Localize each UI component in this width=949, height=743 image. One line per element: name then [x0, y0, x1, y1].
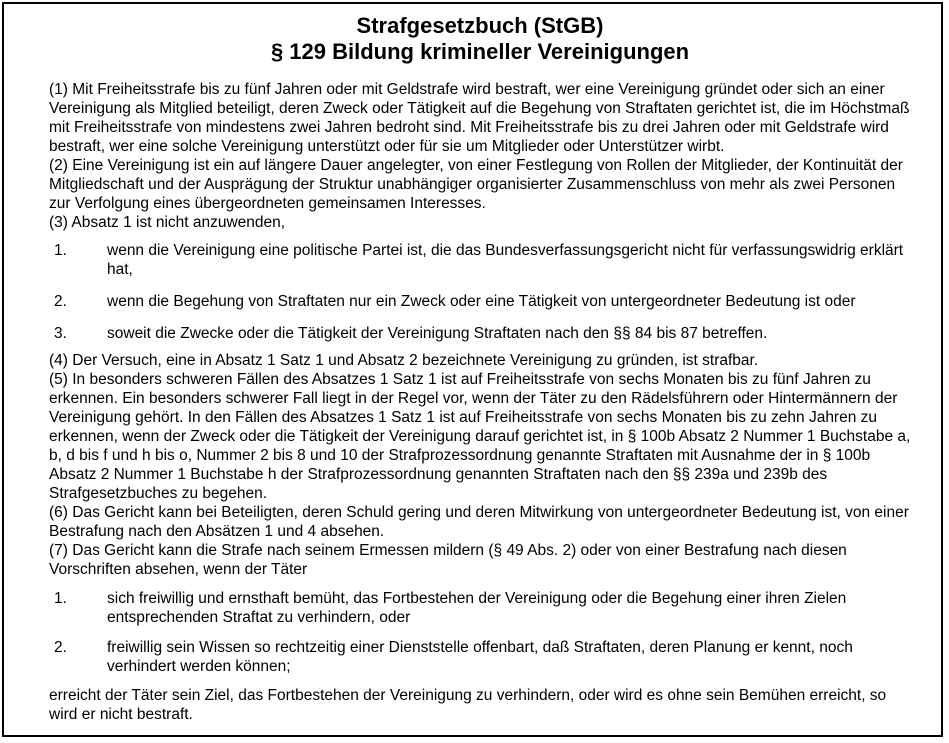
list-item [49, 589, 915, 627]
paragraph-3: (3) Absatz 1 ist nicht anzuwenden, [49, 214, 286, 231]
list-item-number: 2. [54, 639, 67, 656]
list-item-number: 1. [54, 590, 67, 607]
law-document [2, 2, 943, 737]
list-item-text: soweit die Zwecke oder die Tätigkeit der Vereinigung Straftaten nach den §§ 84 bis 87 betreffen. [107, 325, 768, 342]
list-item [49, 324, 915, 343]
list-item-text: freiwillig sein Wissen so rechtzeitig einer Dienststelle offenbart, daß Straftaten, deren Planung er kennt, noch verhindert werden können; [107, 639, 853, 675]
list-item-number: 1. [54, 242, 67, 259]
list-item-text: wenn die Vereinigung eine politische Partei ist, die das Bundesverfassungsgericht nicht für verfassungswidrig erklärt hat, [107, 242, 904, 278]
paragraph-7: (7) Das Gericht kann die Strafe nach seinem Ermessen mildern (§ 49 Abs. 2) oder von einer Bestrafung nach diesen Vorschriften absehen, wenn der Täter [49, 542, 847, 578]
section-title: § 129 Bildung krimineller Vereinigungen [270, 39, 690, 64]
list-item-text: wenn die Begehung von Straftaten nur ein Zweck oder eine Tätigkeit von untergeordneter Bedeutung ist oder [107, 293, 856, 310]
document-heading [49, 13, 915, 65]
paragraph-6: (6) Das Gericht kann bei Beteiligten, deren Schuld gering und deren Mitwirkung von untergeordneter Bedeutung ist, von einer Bestrafung nach den Absätzen 1 und 4 absehen. [49, 504, 909, 540]
list-item-number: 2. [54, 293, 67, 310]
paragraph-5: (5) In besonders schweren Fällen des Absatzes 1 Satz 1 ist auf Freiheitsstrafe von sechs Monaten bis zu fünf Jahren zu erkennen. Ein besonders schwerer Fall liegt in der Regel vor, wenn der Täter zu den Rädelsführern oder Hintermännern der Vereinigung gehört. In den Fällen des Absatzes 1 Satz 1 ist auf Freiheitsstrafe von sechs Monaten bis zu zehn Jahren zu erkennen, wenn der Zweck oder die Tätigkeit der Vereinigung darauf gerichtet ist, in § 100b Absatz 2 Nummer 1 Buchstabe a, b, d bis f und h bis o, Nummer 2 bis 8 und 10 der Strafprozessordnung genannte Straftaten mit Ausnahme der in § 100b Absatz 2 Nummer 1 Buchstabe h der Strafprozessordnung genannten Straftaten nach den §§ 239a und 239b des Strafgesetzbuches zu begehen. [49, 371, 911, 502]
paragraph-1: (1) Mit Freiheitsstrafe bis zu fünf Jahren oder mit Geldstrafe wird bestraft, wer eine Vereinigung gründet oder sich an einer Vereinigung als Mitglied beteiligt, deren Zweck oder Tätigkeit auf die Begehung von Straftaten gerichtet ist, die im Höchstmaß mit Freiheitsstrafe von mindestens zwei Jahren bedroht sind. Mit Freiheitsstrafe bis zu drei Jahren oder mit Geldstrafe wird bestraft, wer eine solche Vereinigung unterstützt oder für sie um Mitglieder oder Unterstützer wirbt. [49, 81, 910, 155]
list-item-text: sich freiwillig und ernsthaft bemüht, das Fortbestehen der Vereinigung oder die Begehung einer ihren Zielen entsprechenden Straftat zu verhindern, oder [107, 590, 847, 626]
document-title: Strafgesetzbuch (StGB) [356, 13, 604, 38]
closing-paragraph: erreicht der Täter sein Ziel, das Fortbestehen der Vereinigung zu verhindern, oder wird es ohne sein Bemühen erreicht, so wird er nicht bestraft. [49, 687, 887, 723]
list-item [49, 241, 915, 279]
paragraph-2: (2) Eine Vereinigung ist ein auf längere Dauer angelegter, von einer Festlegung von Rollen der Mitglieder, der Kontinuität der Mitgliedschaft und der Ausprägung der Struktur unabhängiger organisierter Zusammenschluss von mehr als zwei Personen zur Verfolgung eines übergeordneten gemeinsamen Interesses. [49, 157, 903, 212]
list-item [49, 292, 915, 311]
paragraph-3-list [49, 241, 915, 343]
list-item-number: 3. [54, 325, 67, 342]
list-item [49, 638, 915, 676]
paragraph-4: (4) Der Versuch, eine in Absatz 1 Satz 1 und Absatz 2 bezeichnete Vereinigung zu gründen, ist strafbar. [49, 352, 759, 369]
document-body [49, 80, 915, 724]
paragraph-7-list [49, 589, 915, 676]
